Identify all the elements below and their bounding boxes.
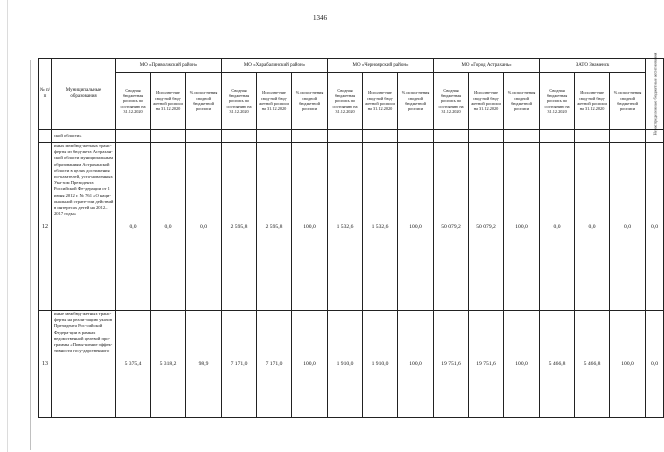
sub-header-budget: Сводная бюджетная роспись по состоянию на 31.12.2020 [540, 73, 575, 130]
value-cell: 2 595,8 [222, 143, 257, 311]
value-cell: 0,0 [540, 143, 575, 311]
sub-header-budget: Сводная бюджетная роспись по состоянию на 31.12.2020 [328, 73, 363, 130]
sub-header-percent: % испол-нения сводной бюджетной росписи [398, 73, 434, 130]
continuation-text: ской области» [52, 130, 116, 143]
group-header-row [39, 59, 664, 73]
page-number: 1346 [313, 14, 327, 22]
group-header-astrakhan: МО «Город Астрахань» [434, 59, 540, 73]
table-row [39, 311, 664, 418]
sub-header-percent: % испол-нения сводной бюджетной росписи [610, 73, 646, 130]
sub-header-execution: Исполне-ние свод-ной бюд-жетной росписи на 31.12.2020 [469, 73, 504, 130]
value-cell: 100,0 [398, 311, 434, 418]
value-cell: 0,0 [186, 143, 222, 311]
sub-header-percent: % испол-нения сводной бюджетной росписи [292, 73, 328, 130]
row-number: 13 [39, 311, 52, 418]
value-cell: 1 532,6 [328, 143, 363, 311]
value-cell: 100,0 [292, 143, 328, 311]
group-header-kharabalinsky: МО «Харабалинский район» [222, 59, 328, 73]
group-header-znamensk: ЗАТО Знаменск [540, 59, 646, 73]
scan-edge-line [7, 0, 8, 452]
sub-header-execution: Исполне-ние свод-ной бюд-жетной росписи на 31.12.2020 [257, 73, 292, 130]
table-row [39, 130, 664, 143]
value-cell: 5 375,4 [116, 311, 151, 418]
sub-header-budget: Сводная бюджетная роспись по состоянию на 31.12.2020 [116, 73, 151, 130]
header-row-num: № п/п [39, 59, 52, 130]
sub-header-row [39, 73, 664, 130]
value-cell: 100,0 [398, 143, 434, 311]
value-cell: 0,0 [646, 143, 664, 311]
header-municipal: Муниципальные образования [52, 59, 116, 130]
sub-header-budget: Сводная бюджетная роспись по состоянию на 31.12.2020 [222, 73, 257, 130]
sub-header-budget: Сводная бюджетная роспись по состоянию на 31.12.2020 [434, 73, 469, 130]
budget-table [38, 52, 664, 418]
value-cell: 50 079,2 [469, 143, 504, 311]
value-cell: 0,0 [646, 311, 664, 418]
value-cell: 100,0 [292, 311, 328, 418]
value-cell: 100,0 [504, 143, 540, 311]
row-number: 12 [39, 143, 52, 311]
value-cell: 50 079,2 [434, 143, 469, 311]
value-cell: 100,0 [504, 311, 540, 418]
value-cell: 0,0 [151, 143, 186, 311]
value-cell: 0,0 [575, 143, 610, 311]
value-cell: 1 532,6 [363, 143, 398, 311]
sub-header-percent: % испол-нения сводной бюджетной росписи [186, 73, 222, 130]
row-description: иных межбюд-жетных транс-ферты из бюд-жета Астрахан-ской области муниципальным образованиям Астраханской области в целях достижения по-казателей, уста-новленных Ука-зом Президента Российской Фе-дерации от 1 июня 2012 г. № 761 «О наци-ональной страте-гии действий в интересах детей на 2012–2017 годы» [52, 143, 116, 311]
row-description: иные межбюд-жетных транс-ферты на реали-зацию указов Президента Рос-сийской Федера-ции в рамках ведомственной целевой про-граммы «Повы-шение эффек-тивности госу-дарственного [52, 311, 116, 418]
value-cell: 1 910,0 [328, 311, 363, 418]
value-cell: 98,9 [186, 311, 222, 418]
value-cell: 0,0 [116, 143, 151, 311]
table-row [39, 143, 664, 311]
value-cell: 5 318,2 [151, 311, 186, 418]
group-header-privolzhsky: МО «Приволжский район» [116, 59, 222, 73]
sub-header-execution: Исполне-ние свод-ной бюд-жетной росписи на 31.12.2020 [151, 73, 186, 130]
value-cell: 0,0 [610, 143, 646, 311]
value-cell: 1 910,0 [363, 311, 398, 418]
value-cell: 5 466,8 [575, 311, 610, 418]
value-cell: 5 466,8 [540, 311, 575, 418]
value-cell: 2 595,8 [257, 143, 292, 311]
value-cell: 19 751,6 [469, 311, 504, 418]
sub-header-execution: Исполне-ние свод-ной бюд-жетной росписи на 31.12.2020 [575, 73, 610, 130]
value-cell: 19 751,6 [434, 311, 469, 418]
header-unallocated: Нераспределенные бюджетные ассигнования [646, 59, 664, 130]
sub-header-execution: Исполне-ние свод-ной бюд-жетной росписи на 31.12.2020 [363, 73, 398, 130]
group-header-chernoyarsky: МО «Черноярский район» [328, 59, 434, 73]
value-cell: 7 171,0 [222, 311, 257, 418]
value-cell: 7 171,0 [257, 311, 292, 418]
sub-header-percent: % испол-нения сводной бюджетной росписи [504, 73, 540, 130]
value-cell: 100,0 [610, 311, 646, 418]
